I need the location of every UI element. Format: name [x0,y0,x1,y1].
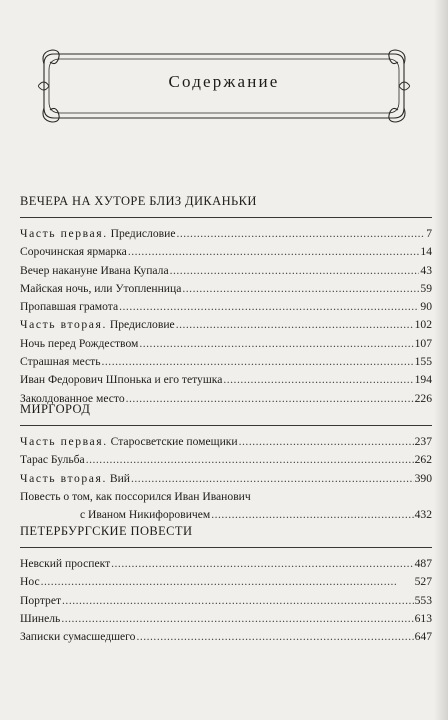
entry-title: Майская ночь, или Утопленница [20,281,182,295]
page-number: 102 [414,318,432,332]
page-number: 226 [414,391,432,405]
toc-entry[interactable] [20,243,432,261]
entry-title: Ночь перед Рождеством [20,336,139,350]
page-number: 262 [414,453,432,467]
section-rule [20,425,432,426]
toc-entry[interactable] [20,628,432,646]
dot-leader [223,371,413,389]
dot-leader [139,335,413,353]
dot-leader [131,470,414,488]
entry-title-line1: Повесть о том, как поссорился Иван Иванович [20,489,251,503]
page-number: 647 [414,630,432,644]
dot-leader [111,555,413,573]
section-title: МИРГОРОД [20,402,91,416]
section-title: ВЕЧЕРА НА ХУТОРЕ БЛИЗ ДИКАНЬКИ [20,194,257,208]
page-number: 194 [414,373,432,387]
section-rule [20,217,432,218]
dot-leader [86,451,414,469]
toc-entry[interactable] [20,335,432,353]
entry-title: Вечер накануне Ивана Купала [20,263,169,277]
section-rule [20,547,432,548]
entry-title: Старосветские помещики [110,435,238,448]
toc-entry[interactable] [20,592,432,610]
entry-title: Сорочинская ярмарка [20,245,127,259]
page-number: 487 [414,557,432,570]
dot-leader [176,316,414,334]
dot-leader [119,298,419,316]
page-edge-shadow [434,0,448,720]
dot-leader [62,592,414,610]
entry-title: Предисловие [110,227,176,240]
dot-leader [128,243,420,261]
part-label: Часть первая. [20,227,108,240]
dot-leader [136,628,413,646]
section-vechera [20,192,432,408]
toc-entry[interactable] [20,610,432,628]
dot-leader [61,610,413,628]
dot-leader [102,353,414,371]
page-number: 553 [414,593,432,607]
entry-title: Вий [109,471,131,485]
page-number: 14 [420,245,432,259]
page-number: 107 [414,336,432,350]
entry-title: Нос [20,575,40,589]
page-number: 155 [414,355,432,369]
dot-leader [170,262,420,280]
entry-title: Невский проспект [20,557,111,570]
page-title: Содержание [168,72,280,91]
page-number: 43 [420,263,432,277]
toc-entry[interactable] [20,225,432,243]
part-label: Часть первая. [20,435,108,448]
entry-title: Портрет [20,593,62,607]
section-mirgorod [20,400,432,524]
toc-entry[interactable] [20,555,432,573]
dot-leader [182,280,419,298]
part-label: Часть вторая. [20,471,107,485]
page-number: 237 [414,435,432,448]
page-number: 432 [414,508,432,522]
toc-entry[interactable] [20,433,432,451]
heading-frame [38,48,410,124]
page-number: 59 [420,281,432,295]
entry-title: Тарас Бульба [20,453,85,467]
page-number: 90 [420,300,432,314]
toc-entry[interactable] [20,470,432,488]
entry-title: Страшная месть [20,355,101,369]
entry-title: Иван Федорович Шпонька и его тетушка [20,373,223,387]
toc-entry[interactable] [20,262,432,280]
toc-entry[interactable] [20,371,432,389]
entry-title: Записки сумасшедшего [20,630,136,644]
section-title: ПЕТЕРБУРГСКИЕ ПОВЕСТИ [20,524,193,538]
page-number: 613 [414,611,432,625]
page-number: 7 [426,227,432,240]
part-label: Часть вторая. [20,318,107,332]
section-peterburgskie [20,522,432,646]
toc-entry[interactable] [20,353,432,371]
page-number: 390 [414,471,432,485]
entry-title: Пропавшая грамота [20,300,119,314]
dot-leader [239,433,414,451]
page-number: 527 [414,575,432,589]
toc-entry[interactable] [20,280,432,298]
toc-entry[interactable] [20,573,432,591]
toc-entry[interactable] [20,298,432,316]
entry-title: Шинель [20,611,61,625]
entry-title: Предисловие [109,318,175,332]
entry-title-line2: с Иваном Никифоровичем [80,508,211,522]
toc-entry[interactable] [20,451,432,469]
entry-title: Заколдованное место [20,391,125,405]
toc-entry-multiline[interactable] [20,488,432,525]
dot-leader [176,225,425,243]
dot-leader [41,573,414,591]
toc-entry[interactable] [20,316,432,334]
